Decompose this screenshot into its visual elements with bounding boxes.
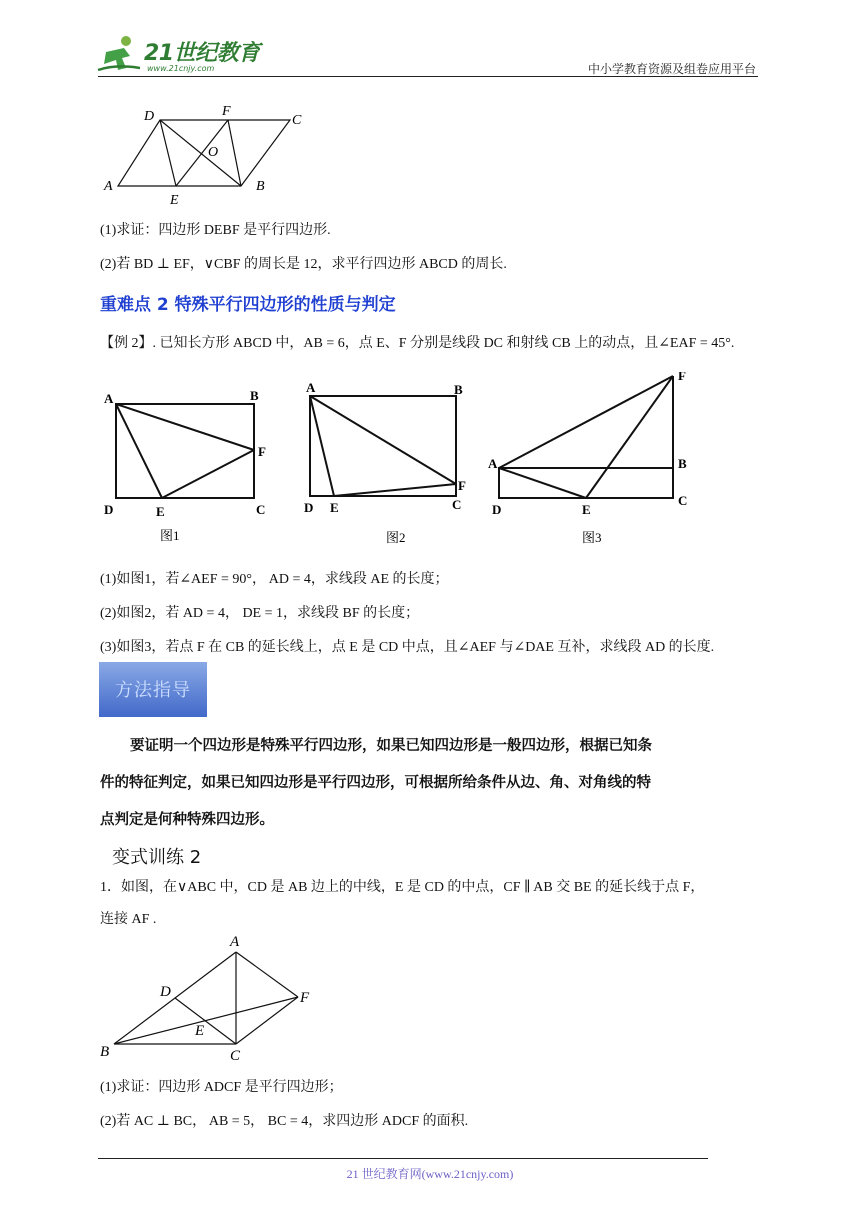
practice-line-1: 1．如图，在∨ABC 中，CD 是 AB 边上的中线，E 是 CD 的中点，CF ∥ AB 交 BE 的延长线于点 F， [100,880,705,895]
section-title: 重难点 2 特殊平行四边形的性质与判定 [100,295,396,315]
svg-text:D: D [304,500,314,515]
svg-text:E: E [156,504,165,519]
svg-text:B: B [678,456,687,471]
ex2-question-2: (2)如图2，若 AD = 4， DE = 1，求线段 BF 的长度； [100,606,420,621]
fig-label-b: B [256,179,265,194]
fig-label-f: F [222,104,231,119]
svg-text:B: B [250,388,259,403]
svg-text:E: E [330,500,339,515]
logo-url: www.21cnjy.com [147,64,215,73]
fig-label-a: A [104,179,113,194]
svg-text:D: D [104,502,114,517]
fig-label-d: D [144,109,155,124]
svg-text:F: F [300,990,310,1006]
svg-text:F: F [458,478,466,493]
svg-text:C: C [256,502,266,517]
svg-text:F: F [678,372,686,383]
method-line-3: 点判定是何种特殊四边形。 [100,812,274,828]
parallelogram-figure [100,100,320,208]
ex2-question-3: (3)如图3，若点 F 在 CB 的延长线上，点 E 是 CD 中点，且∠AEF 与∠DAE 互补，求线段 AD 的长度. [100,640,715,655]
svg-text:A: A [488,456,498,471]
question-1-2: (2)若 BD ⊥ EF，∨CBF 的周长是 12，求平行四边形 ABCD 的周长. [100,257,507,272]
header-platform-text: 中小学教育资源及组卷应用平台 [587,62,756,76]
triangle-figure [96,928,326,1066]
practice-question-1: (1)求证：四边形 ADCF 是平行四边形； [100,1080,343,1095]
svg-text:D: D [160,984,171,1000]
svg-text:A: A [306,380,316,395]
method-line-1: 要证明一个四边形是特殊平行四边形，如果已知四边形是一般四边形，根据已知条 [130,738,652,754]
method-line-2: 件的特征判定，如果已知四边形是平行四边形，可根据所给条件从边、角、对角线的特 [100,775,651,791]
fig1-caption: 图1 [160,528,180,543]
fig-label-c: C [292,113,302,128]
header-divider [98,76,758,77]
svg-text:F: F [258,444,266,459]
svg-text:A: A [104,391,114,406]
svg-text:B: B [454,382,463,397]
svg-text:E: E [195,1023,205,1039]
rectangle-figures [98,372,778,552]
method-label: 方法指导 [115,680,191,701]
fig2-caption: 图2 [386,530,406,545]
example-2-text: 【例 2】. 已知长方形 ABCD 中，AB = 6，点 E、F 分别是线段 DC 和射线 CB 上的动点，且∠EAF = 45°. [100,336,735,351]
svg-text:A: A [230,934,240,950]
practice-title: 变式训练 2 [112,847,202,868]
fig-label-o: O [208,145,219,160]
svg-text:C: C [678,493,688,508]
svg-text:B: B [100,1044,110,1060]
fig-label-e: E [170,193,179,208]
svg-text:D: D [492,502,502,517]
method-label-box [99,662,207,717]
svg-text:E: E [582,502,591,517]
fig3-caption: 图3 [582,530,602,545]
svg-text:C: C [452,497,462,512]
practice-question-2: (2)若 AC ⊥ BC， AB = 5， BC = 4，求四边形 ADCF 的面积. [100,1114,469,1129]
ex2-question-1: (1)如图1，若∠AEF = 90°， AD = 4，求线段 AE 的长度； [100,572,449,587]
question-1-1: (1)求证：四边形 DEBF 是平行四边形. [100,223,331,238]
footer-text: 21 世纪教育网(www.21cnjy.com) [346,1167,514,1181]
practice-line-2: 连接 AF . [100,912,157,927]
logo-text: 21世纪教育 [144,41,260,66]
footer-divider [98,1158,708,1159]
svg-text:C: C [230,1048,241,1064]
logo-runner-icon [96,34,142,79]
